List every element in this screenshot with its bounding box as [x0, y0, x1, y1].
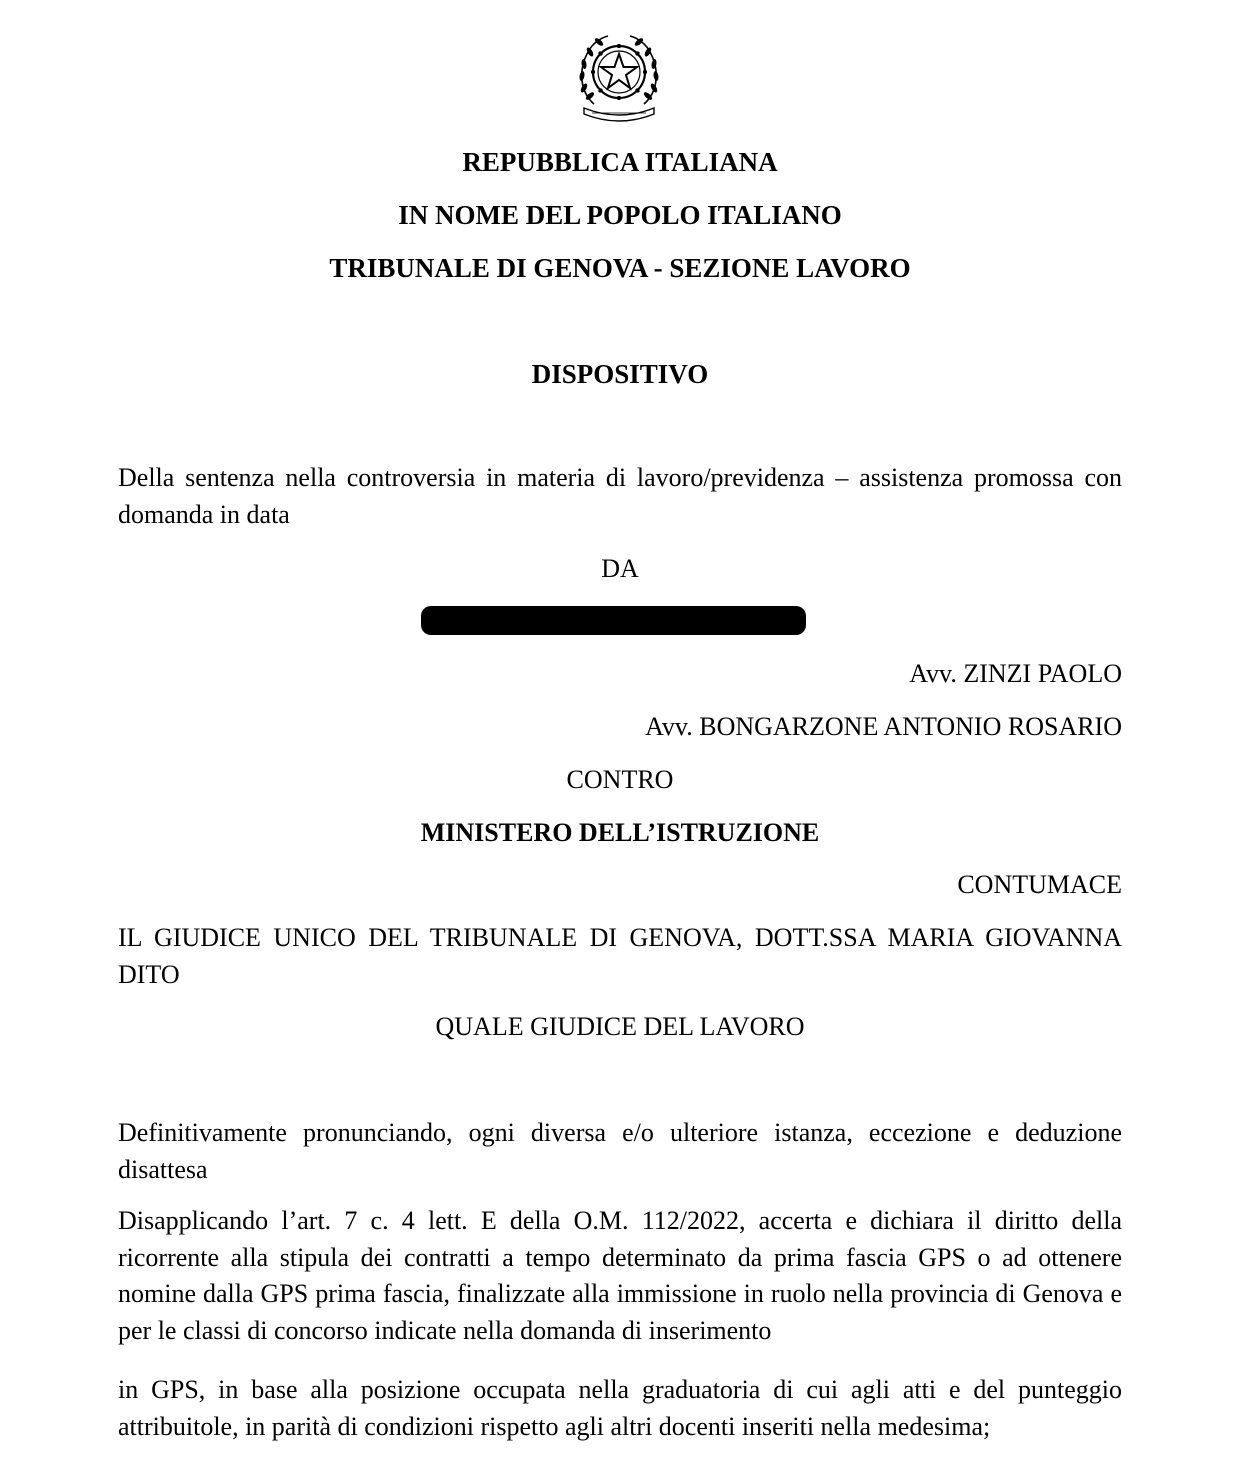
- intro-paragraph: Della sentenza nella controversia in materia di lavoro/previdenza – assistenza promossa con domanda in data: [118, 463, 1122, 529]
- lawyer-1: Avv. ZINZI PAOLO: [909, 659, 1122, 688]
- judge-paragraph: IL GIUDICE UNICO DEL TRIBUNALE DI GENOVA, DOTT.SSA MARIA GIOVANNA DITO: [118, 923, 1122, 989]
- header-people: IN NOME DEL POPOLO ITALIANO: [398, 200, 842, 230]
- lawyer-2: Avv. BONGARZONE ANTONIO ROSARIO: [645, 712, 1122, 741]
- header-court: TRIBUNALE DI GENOVA - SEZIONE LAVORO: [329, 253, 911, 283]
- italian-republic-emblem-icon: [574, 30, 664, 122]
- header-republic: REPUBBLICA ITALIANA: [462, 147, 778, 177]
- judge-role: QUALE GIUDICE DEL LAVORO: [435, 1012, 805, 1041]
- respondent-name: MINISTERO DELL’ISTRUZIONE: [420, 818, 820, 847]
- respondent-status: CONTUMACE: [957, 870, 1122, 899]
- ruling-paragraph-1: Definitivamente pronunciando, ogni diversa e/o ulteriore istanza, eccezione e deduzione disattesa: [118, 1118, 1122, 1184]
- contro-label: CONTRO: [566, 765, 674, 794]
- document-title: DISPOSITIVO: [531, 359, 709, 389]
- da-label: DA: [601, 554, 639, 583]
- redaction-bar: [421, 606, 806, 635]
- ruling-paragraph-2: Disapplicando l’art. 7 c. 4 lett. E della O.M. 112/2022, accerta e dichiara il diritto della ricorrente alla stipula dei contratti a tempo determinato da prima fascia GPS o ad ottenere nomine dalla GPS prima fascia, finalizzate alla immissione in ruolo nella provincia di Genova e per le classi di concorso indicate nella domanda di inserimento: [118, 1206, 1122, 1345]
- ruling-paragraph-3: in GPS, in base alla posizione occupata nella graduatoria di cui agli atti e del punteggio attribuitole, in parità di condizioni rispetto agli altri docenti inseriti nella medesima;: [118, 1375, 1122, 1441]
